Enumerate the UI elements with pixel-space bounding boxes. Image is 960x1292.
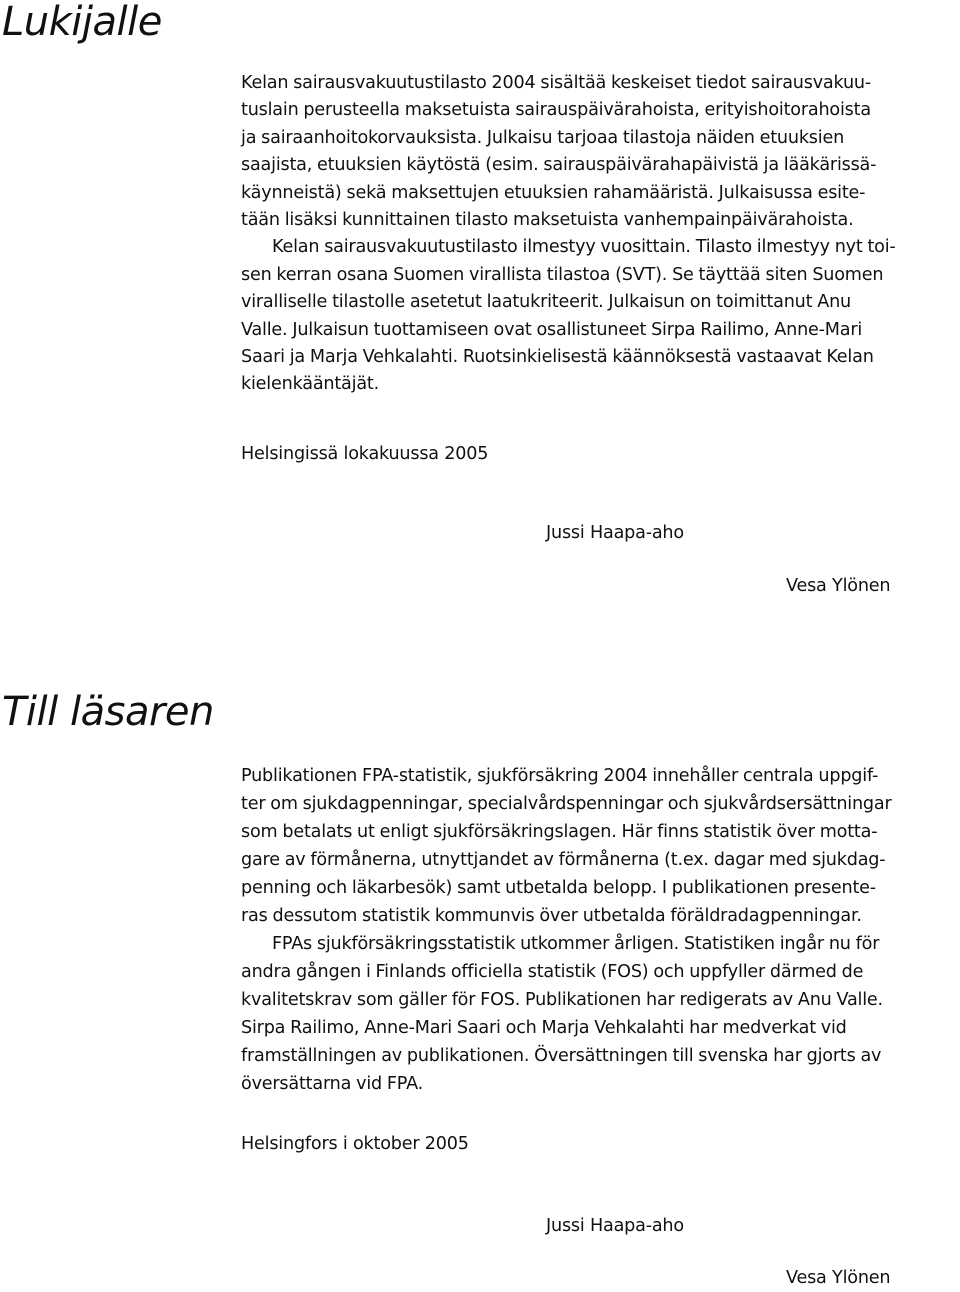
text-line: Publikationen FPA-statistik, sjukförsäkring 2004 innehåller centrala uppgif-	[241, 766, 879, 786]
text-line: gare av förmånerna, utnyttjandet av förmånerna (t.ex. dagar med sjukdag-	[241, 850, 886, 870]
section-title-finnish: Lukijalle	[2, 0, 162, 45]
signature-name: Jussi Haapa-aho	[546, 523, 684, 543]
text-line: Kelan sairausvakuutustilasto ilmestyy vuosittain. Tilasto ilmestyy nyt toi-	[272, 237, 896, 258]
text-line: tään lisäksi kunnittainen tilasto maksetuista vanhempainpäivärahoista.	[241, 209, 854, 230]
text-line: Kelan sairausvakuutustilasto 2004 sisältää keskeiset tiedot sairausvakuu-	[241, 73, 872, 93]
text-line: sen kerran osana Suomen virallista tilastoa (SVT). Se täyttää siten Suomen	[241, 264, 884, 285]
signature-name: Vesa Ylönen	[786, 576, 891, 596]
text-line: kielenkääntäjät.	[241, 374, 379, 395]
text-line: ras dessutom statistik kommunvis över utbetalda föräldradagpenningar.	[241, 906, 862, 926]
text-line: andra gången i Finlands officiella statistik (FOS) och uppfyller därmed de	[241, 962, 864, 982]
finnish-preface-text	[241, 70, 959, 399]
text-line: saajista, etuuksien käytöstä (esim. sairauspäivärahapäivistä ja lääkärissä-	[241, 155, 877, 176]
place-date-swedish: Helsingfors i oktober 2005	[241, 1134, 469, 1154]
signature-name: Jussi Haapa-aho	[546, 1216, 684, 1236]
text-line: kvalitetskrav som gäller för FOS. Publikationen har redigerats av Anu Valle.	[241, 990, 883, 1010]
text-line: Sirpa Railimo, Anne-Mari Saari och Marja Vehkalahti har medverkat vid	[241, 1018, 847, 1038]
text-line: framställningen av publikationen. Översättningen till svenska har gjorts av	[241, 1046, 882, 1066]
text-line: viralliselle tilastolle asetetut laatukriteerit. Julkaisun on toimittanut Anu	[241, 292, 851, 313]
text-line: käynneistä) sekä maksettujen etuuksien rahamääristä. Julkaisussa esite-	[241, 182, 866, 203]
section-title-swedish: Till läsaren	[2, 689, 214, 735]
text-line: Saari ja Marja Vehkalahti. Ruotsinkielisestä käännöksestä vastaavat Kelan	[241, 346, 874, 367]
text-line: ja sairaanhoitokorvauksista. Julkaisu tarjoaa tilastoja näiden etuuksien	[241, 127, 845, 148]
swedish-preface-text	[241, 762, 959, 1098]
text-line: penning och läkarbesök) samt utbetalda belopp. I publikationen presente-	[241, 878, 876, 898]
place-date-finnish: Helsingissä lokakuussa 2005	[241, 444, 489, 464]
text-line: ter om sjukdagpenningar, specialvårdspenningar och sjukvårdsersättningar	[241, 794, 892, 814]
text-line: som betalats ut enligt sjukförsäkringslagen. Här finns statistik över motta-	[241, 822, 878, 842]
signature-name: Vesa Ylönen	[786, 1268, 891, 1288]
text-line: översättarna vid FPA.	[241, 1074, 423, 1094]
text-line: Valle. Julkaisun tuottamiseen ovat osallistuneet Sirpa Railimo, Anne-Mari	[241, 319, 863, 340]
text-line: tuslain perusteella maksetuista sairauspäivärahoista, erityishoitorahoista	[241, 100, 871, 121]
text-line: FPAs sjukförsäkringsstatistik utkommer årligen. Statistiken ingår nu för	[272, 934, 880, 954]
